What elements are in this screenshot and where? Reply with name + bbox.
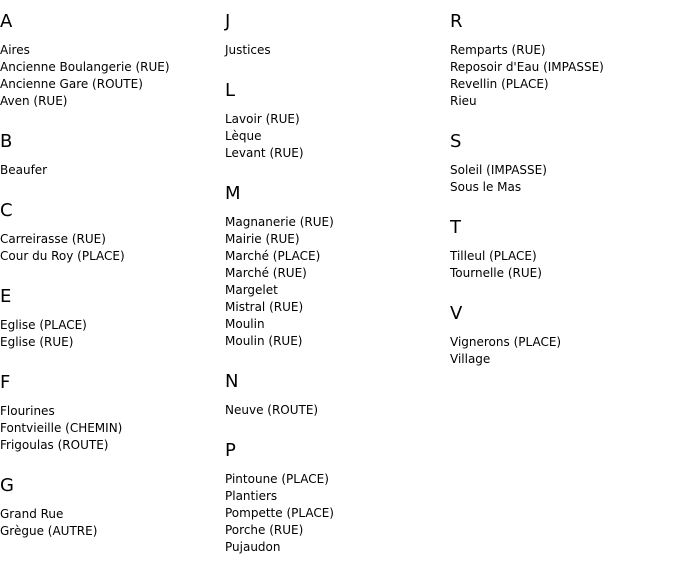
letter-heading: A <box>0 11 13 32</box>
street-name: Tournelle (RUE) <box>450 266 542 280</box>
letter-group-s <box>450 120 670 206</box>
group-spacer <box>225 556 445 566</box>
letter-group-t <box>450 206 670 292</box>
letter-heading: M <box>225 183 241 204</box>
street-name: Magnanerie (RUE) <box>225 215 334 229</box>
street-name: Eglise (PLACE) <box>0 318 87 332</box>
group-spacer <box>225 162 445 172</box>
street-name: Mairie (RUE) <box>225 232 300 246</box>
street-list <box>450 334 670 368</box>
street-name: Cour du Roy (PLACE) <box>0 249 125 263</box>
street-name: Ancienne Gare (ROUTE) <box>0 77 143 91</box>
street-name: Pintoune (PLACE) <box>225 472 329 486</box>
group-spacer <box>0 351 220 361</box>
street-list <box>0 317 220 351</box>
street-list <box>450 42 670 110</box>
street-name: Levant (RUE) <box>225 146 304 160</box>
letter-group-m <box>225 172 445 360</box>
street-name: Moulin (RUE) <box>225 334 303 348</box>
letter-group-b <box>0 120 220 189</box>
street-list <box>0 162 220 179</box>
street-name: Grand Rue <box>0 507 64 521</box>
letter-group-e <box>0 275 220 361</box>
street-index-column-1 <box>0 0 220 550</box>
group-spacer <box>0 540 220 550</box>
street-name: Fontvieille (CHEMIN) <box>0 421 123 435</box>
street-name: Sous le Mas <box>450 180 522 194</box>
letter-heading: J <box>225 11 231 32</box>
letter-heading: L <box>225 80 236 101</box>
street-name: Grègue (AUTRE) <box>0 524 98 538</box>
street-name: Pompette (PLACE) <box>225 506 334 520</box>
group-spacer <box>0 265 220 275</box>
letter-heading: V <box>450 303 463 324</box>
street-index-column-3 <box>450 0 670 378</box>
street-name: Neuve (ROUTE) <box>225 403 319 417</box>
letter-heading: E <box>0 286 12 307</box>
group-spacer <box>225 59 445 69</box>
letter-heading: N <box>225 371 239 392</box>
street-list <box>0 42 220 110</box>
group-spacer <box>450 110 670 120</box>
letter-heading: G <box>0 475 14 496</box>
group-spacer <box>450 282 670 292</box>
letter-group-c <box>0 189 220 275</box>
group-spacer <box>225 419 445 429</box>
group-spacer <box>0 179 220 189</box>
letter-heading: F <box>0 372 11 393</box>
street-name: Aven (RUE) <box>0 94 68 108</box>
street-list <box>0 403 220 454</box>
street-name: Soleil (IMPASSE) <box>450 163 547 177</box>
street-name: Margelet <box>225 283 278 297</box>
letter-group-f <box>0 361 220 464</box>
street-name: Beaufer <box>0 163 48 177</box>
letter-heading: R <box>450 11 463 32</box>
street-name: Lèque <box>225 129 262 143</box>
street-name: Frigoulas (ROUTE) <box>0 438 109 452</box>
letter-heading: B <box>0 131 13 152</box>
street-name: Carreirasse (RUE) <box>0 232 106 246</box>
letter-heading: P <box>225 440 236 461</box>
street-list <box>225 402 445 419</box>
street-name: Remparts (RUE) <box>450 43 546 57</box>
street-name: Eglise (RUE) <box>0 335 74 349</box>
street-name: Village <box>450 352 491 366</box>
letter-group-r <box>450 0 670 120</box>
street-list <box>225 471 445 556</box>
street-name: Lavoir (RUE) <box>225 112 300 126</box>
street-list <box>0 231 220 265</box>
letter-group-g <box>0 464 220 550</box>
street-name: Aires <box>0 43 30 57</box>
street-name: Pujaudon <box>225 540 281 554</box>
street-name: Porche (RUE) <box>225 523 304 537</box>
group-spacer <box>0 110 220 120</box>
street-name: Vignerons (PLACE) <box>450 335 562 349</box>
street-name: Marché (PLACE) <box>225 249 321 263</box>
letter-heading: S <box>450 131 462 152</box>
letter-heading: T <box>450 217 461 238</box>
letter-group-l <box>225 69 445 172</box>
street-index-column-2 <box>225 0 445 566</box>
street-name: Tilleul (PLACE) <box>450 249 537 263</box>
street-name: Reposoir d'Eau (IMPASSE) <box>450 60 604 74</box>
street-list <box>0 506 220 540</box>
letter-group-p <box>225 429 445 566</box>
street-name: Justices <box>225 43 271 57</box>
letter-group-v <box>450 292 670 378</box>
street-name: Marché (RUE) <box>225 266 307 280</box>
street-name: Rieu <box>450 94 477 108</box>
letter-heading: C <box>0 200 13 221</box>
street-name: Flourines <box>0 404 55 418</box>
group-spacer <box>225 350 445 360</box>
street-list <box>225 214 445 350</box>
street-list <box>225 111 445 162</box>
street-name: Revellin (PLACE) <box>450 77 549 91</box>
letter-group-a <box>0 0 220 120</box>
group-spacer <box>450 368 670 378</box>
letter-group-j <box>225 0 445 69</box>
street-name: Moulin <box>225 317 265 331</box>
street-name: Mistral (RUE) <box>225 300 304 314</box>
street-name: Plantiers <box>225 489 278 503</box>
street-list <box>450 162 670 196</box>
group-spacer <box>450 196 670 206</box>
street-list <box>450 248 670 282</box>
street-list <box>225 42 445 59</box>
street-name: Ancienne Boulangerie (RUE) <box>0 60 170 74</box>
letter-group-n <box>225 360 445 429</box>
group-spacer <box>0 454 220 464</box>
